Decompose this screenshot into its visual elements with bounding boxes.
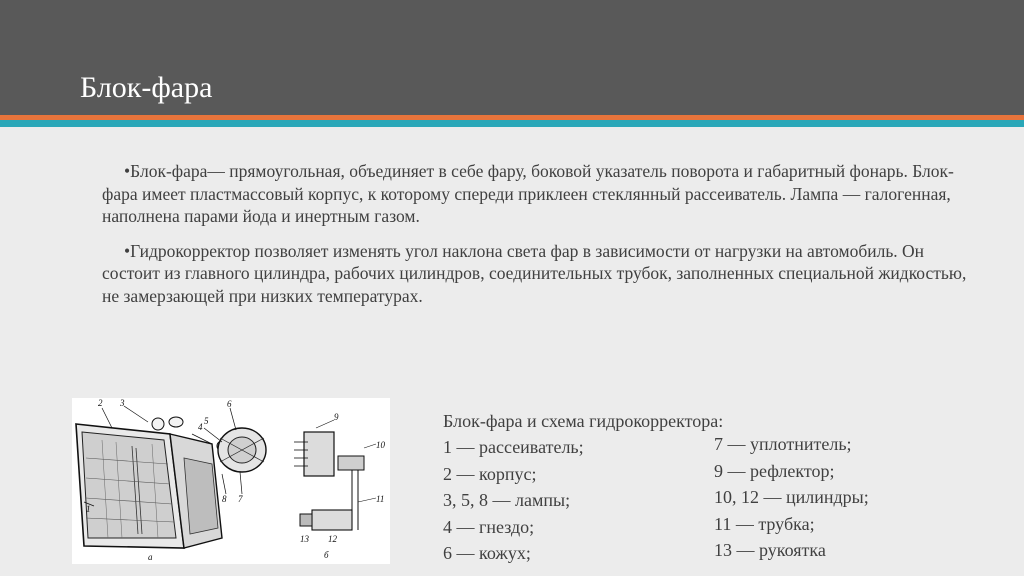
bullet-item	[102, 240, 982, 308]
label-9: 9	[334, 412, 339, 422]
bullet-list	[102, 160, 982, 319]
legend-item: 2 — корпус;	[443, 463, 537, 484]
label-8: 8	[222, 494, 227, 504]
accent-stripe-teal	[0, 120, 1024, 127]
headlight-diagram	[72, 398, 390, 564]
legend-item: 6 — кожух;	[443, 543, 531, 563]
label-3: 3	[120, 398, 125, 408]
legend-item: 1 — рассеиватель;	[443, 437, 584, 457]
legend-item: 9 — рефлектор;	[714, 460, 835, 481]
label-7: 7	[238, 494, 243, 504]
shroud	[218, 428, 266, 472]
legend-item: 3, 5, 8 — лампы;	[443, 490, 571, 510]
headlight-housing	[76, 424, 222, 548]
hydrocorrector-scheme	[294, 420, 376, 530]
label-1: 1	[86, 504, 91, 514]
label-2: 2	[98, 398, 103, 408]
bullet-text: Блок-фара— прямоугольная, объединяет в себе фару, боковой указатель поворота и габаритный фонарь. Блок-фара имеет пластмассовый корпус, к которому спереди приклеен стеклянный рассеиватель. Лампа — галогенная, наполнена парами йода и инертным газом.	[102, 161, 954, 226]
label-11: 11	[376, 494, 385, 504]
label-4: 4	[198, 422, 203, 432]
label-13: 13	[300, 534, 309, 544]
label-a: а	[148, 552, 153, 562]
legend-item: 11 — трубка;	[714, 513, 815, 534]
bullet-text: Гидрокорректор позволяет изменять угол наклона света фар в зависимости от нагрузки на автомобиль. Он состоит из главного цилиндра, рабочих цилиндров, соединительных трубок, заполненных специальной жидкостью, не замерзающей при низких температурах.	[102, 240, 967, 306]
label-12: 12	[328, 534, 337, 544]
caption-legend-right	[714, 431, 869, 564]
label-6: 6	[227, 399, 232, 409]
legend-item: 4 — гнездо;	[443, 516, 535, 537]
legend-item: 10, 12 — цилиндры;	[714, 487, 869, 507]
label-10: 10	[376, 440, 385, 450]
caption-legend-left	[443, 434, 584, 567]
legend-item: 13 — рукоятка	[714, 540, 826, 560]
bullet-dot: •	[124, 240, 131, 261]
headlight-diagram-drawing	[72, 398, 390, 564]
label-5: 5	[204, 416, 209, 426]
bullet-item	[102, 160, 982, 228]
caption-heading: Блок-фара и схема гидрокорректора:	[443, 411, 724, 431]
bullet-dot: •	[124, 161, 131, 181]
legend-item: 7 — уплотнитель;	[714, 434, 852, 454]
slide-title: Блок-фара	[80, 71, 213, 104]
label-b: б	[324, 550, 329, 560]
